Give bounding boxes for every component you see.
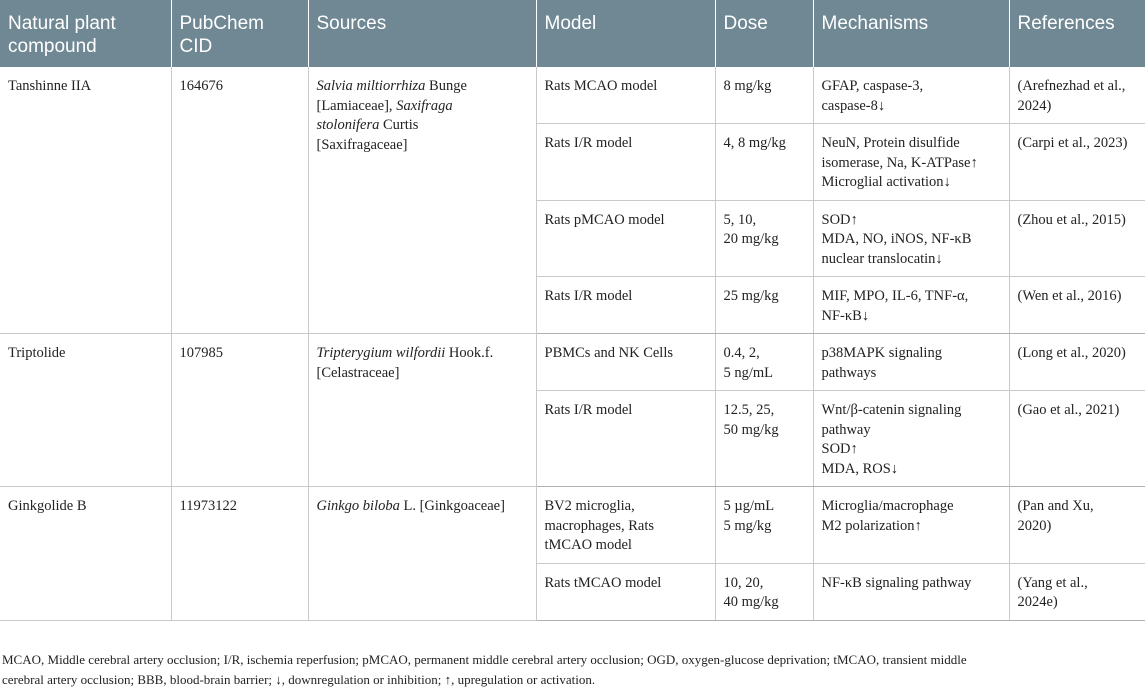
header-compound: Natural plant compound <box>0 0 171 67</box>
model-cell: BV2 microglia, macrophages, Rats tMCAO model <box>536 487 715 564</box>
references-cell: (Wen et al., 2016) <box>1009 277 1145 334</box>
mechanisms-cell: p38MAPK signaling pathways <box>813 334 1009 391</box>
header-cid: PubChem CID <box>171 0 308 67</box>
compound-name: Tanshinne IIA <box>0 67 171 334</box>
model-cell: PBMCs and NK Cells <box>536 334 715 391</box>
source-text: Curtis [Saxifragaceae] <box>316 117 419 153</box>
header-mechanisms: Mechanisms <box>813 0 1009 67</box>
table-row <box>0 487 1145 564</box>
source-text: Hook.f. [Celastraceae] <box>316 345 494 381</box>
source-text: Bunge [Lamiaceae], <box>316 78 467 114</box>
dose-cell: 10, 20, 40 mg/kg <box>715 563 813 620</box>
model-cell: Rats pMCAO model <box>536 200 715 277</box>
dose-cell: 8 mg/kg <box>715 67 813 124</box>
model-cell: Rats I/R model <box>536 391 715 487</box>
header-sources: Sources <box>308 0 536 67</box>
dose-cell: 4, 8 mg/kg <box>715 124 813 201</box>
mechanisms-cell: MIF, MPO, IL-6, TNF-α, NF-κB↓ <box>813 277 1009 334</box>
mechanisms-cell: GFAP, caspase-3, caspase-8↓ <box>813 67 1009 124</box>
header-model: Model <box>536 0 715 67</box>
mechanisms-cell: NF-κB signaling pathway <box>813 563 1009 620</box>
header-dose: Dose <box>715 0 813 67</box>
mechanisms-cell: Wnt/β-catenin signaling pathway SOD↑ MDA, ROS↓ <box>813 391 1009 487</box>
model-cell: Rats I/R model <box>536 277 715 334</box>
pubchem-cid: 164676 <box>171 67 308 334</box>
pubchem-cid: 107985 <box>171 334 308 487</box>
table-body <box>0 67 1145 620</box>
mechanisms-cell: Microglia/macrophage M2 polarization↑ <box>813 487 1009 564</box>
references-cell: (Carpi et al., 2023) <box>1009 124 1145 201</box>
species-name: Salvia miltiorrhiza <box>316 78 426 94</box>
species-name: Saxifraga stolonifera <box>316 97 453 133</box>
model-cell: Rats MCAO model <box>536 67 715 124</box>
footnote-line: cerebral artery occlusion; BBB, blood-brain barrier; ↓, downregulation or inhibition; ↑, upregulation or activation. <box>2 672 596 687</box>
mechanisms-cell: NeuN, Protein disulfide isomerase, Na, K-ATPase↑ Microglial activation↓ <box>813 124 1009 201</box>
dose-cell: 0.4, 2, 5 ng/mL <box>715 334 813 391</box>
references-cell: (Arefnezhad et al., 2024) <box>1009 67 1145 124</box>
compound-name: Ginkgolide B <box>0 487 171 621</box>
compound-sources <box>308 487 536 621</box>
footnote-line: MCAO, Middle cerebral artery occlusion; I/R, ischemia reperfusion; pMCAO, permanent middle cerebral artery occlusion; OGD, oxygen-glucose deprivation; tMCAO, transient middle <box>2 652 967 667</box>
table-row <box>0 67 1145 124</box>
species-name: Tripterygium wilfordii <box>316 345 446 361</box>
references-cell: (Pan and Xu, 2020) <box>1009 487 1145 564</box>
model-cell: Rats I/R model <box>536 124 715 201</box>
header-references: References <box>1009 0 1145 67</box>
references-cell: (Zhou et al., 2015) <box>1009 200 1145 277</box>
source-text: L. [Ginkgoaceae] <box>399 498 505 514</box>
references-cell: (Yang et al., 2024e) <box>1009 563 1145 620</box>
pubchem-cid: 11973122 <box>171 487 308 621</box>
dose-cell: 12.5, 25, 50 mg/kg <box>715 391 813 487</box>
table-footnote <box>2 650 1142 690</box>
table-row <box>0 334 1145 391</box>
dose-cell: 5 µg/mL 5 mg/kg <box>715 487 813 564</box>
model-cell: Rats tMCAO model <box>536 563 715 620</box>
mechanisms-cell: SOD↑ MDA, NO, iNOS, NF-κB nuclear translocatin↓ <box>813 200 1009 277</box>
references-cell: (Gao et al., 2021) <box>1009 391 1145 487</box>
header-row <box>0 0 1145 67</box>
species-name: Ginkgo biloba <box>316 498 400 514</box>
compound-name: Triptolide <box>0 334 171 487</box>
compound-sources <box>308 334 536 487</box>
dose-cell: 25 mg/kg <box>715 277 813 334</box>
compound-sources <box>308 67 536 334</box>
references-cell: (Long et al., 2020) <box>1009 334 1145 391</box>
dose-cell: 5, 10, 20 mg/kg <box>715 200 813 277</box>
